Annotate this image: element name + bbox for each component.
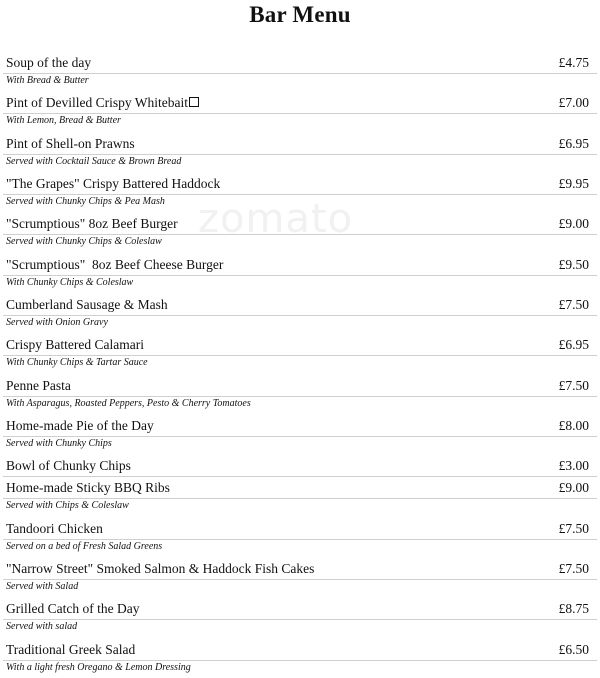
item-price: £7.00 — [558, 95, 589, 110]
item-description: Served with Chips & Coleslaw — [6, 500, 129, 511]
menu-item — [0, 134, 600, 169]
menu-item — [0, 376, 600, 411]
item-description: Served with Chunky Chips & Pea Mash — [6, 196, 165, 207]
item-name: Pint of Shell-on Prawns — [6, 136, 135, 151]
page-title: Bar Menu — [249, 2, 351, 27]
item-price: £9.95 — [558, 176, 589, 191]
item-name: "Narrow Street" Smoked Salmon & Haddock Fish Cakes — [6, 561, 315, 576]
item-name: Pint of Devilled Crispy Whitebait — [6, 95, 188, 110]
item-description: Served with salad — [6, 621, 78, 632]
menu-item — [0, 478, 600, 513]
menu-item — [0, 93, 600, 128]
item-price: £9.00 — [558, 216, 589, 231]
menu-item — [0, 456, 600, 477]
item-description: Served with Salad — [6, 581, 79, 592]
item-price: £7.50 — [558, 521, 589, 536]
item-name: "Scrumptious" 8oz Beef Cheese Burger — [6, 257, 224, 272]
menu-item — [0, 53, 600, 88]
item-name: Bowl of Chunky Chips — [6, 458, 131, 473]
menu-item — [0, 335, 600, 370]
item-price: £3.00 — [558, 458, 589, 473]
missing-glyph-icon — [189, 97, 199, 107]
item-price: £8.75 — [558, 601, 589, 616]
item-description: With Bread & Butter — [6, 75, 89, 86]
item-name: Traditional Greek Salad — [6, 642, 136, 657]
item-name: Home-made Sticky BBQ Ribs — [6, 480, 170, 495]
item-name: Penne Pasta — [6, 378, 71, 393]
item-price: £4.75 — [558, 55, 589, 70]
item-price: £6.95 — [558, 136, 589, 151]
item-description: With Asparagus, Roasted Peppers, Pesto & Cherry Tomatoes — [6, 398, 251, 409]
item-price: £7.50 — [558, 297, 589, 312]
item-price: £6.50 — [558, 642, 589, 657]
item-description: Served on a bed of Fresh Salad Greens — [6, 541, 163, 552]
menu-item — [0, 174, 600, 209]
menu-item — [0, 214, 600, 249]
item-description: Served with Chunky Chips — [6, 438, 112, 449]
item-description: With Lemon, Bread & Butter — [6, 115, 121, 126]
item-price: £8.00 — [558, 418, 589, 433]
watermark: zomato — [198, 196, 354, 242]
item-name: "Scrumptious" 8oz Beef Burger — [6, 216, 178, 231]
item-price: £7.50 — [558, 378, 589, 393]
item-price: £7.50 — [558, 561, 589, 576]
item-name: Soup of the day — [6, 55, 92, 70]
item-description: With a light fresh Oregano & Lemon Dressing — [6, 662, 191, 673]
menu-item — [0, 416, 600, 451]
item-name: Tandoori Chicken — [6, 521, 103, 536]
menu-item — [0, 255, 600, 290]
menu-item — [0, 519, 600, 554]
menu-item — [0, 640, 600, 675]
item-name: Crispy Battered Calamari — [6, 337, 144, 352]
item-name: Grilled Catch of the Day — [6, 601, 140, 616]
item-price: £9.50 — [558, 257, 589, 272]
item-name: Home-made Pie of the Day — [6, 418, 154, 433]
item-name: "The Grapes" Crispy Battered Haddock — [6, 176, 221, 191]
item-description: Served with Chunky Chips & Coleslaw — [6, 236, 162, 247]
item-description: With Chunky Chips & Coleslaw — [6, 277, 134, 288]
item-description: Served with Onion Gravy — [6, 317, 108, 328]
menu-item — [0, 295, 600, 330]
item-price: £6.95 — [558, 337, 589, 352]
menu-item — [0, 599, 600, 634]
item-name: Cumberland Sausage & Mash — [6, 297, 168, 312]
item-description: With Chunky Chips & Tartar Sauce — [6, 357, 148, 368]
item-description: Served with Cocktail Sauce & Brown Bread — [6, 156, 182, 167]
menu-item — [0, 559, 600, 594]
item-price: £9.00 — [558, 480, 589, 495]
